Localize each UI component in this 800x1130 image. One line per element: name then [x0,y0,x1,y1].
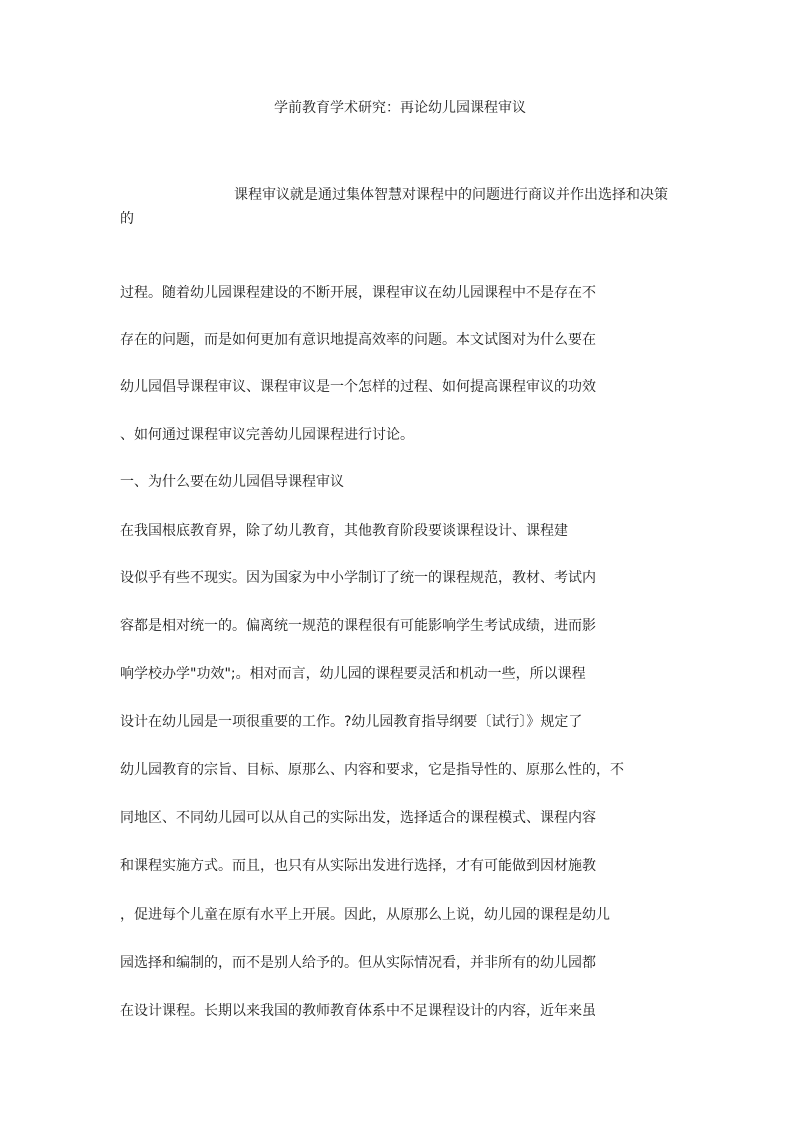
paragraph-line: 幼儿园教育的宗旨、目标、原那么、内容和要求，它是指导性的、原那么性的，不 [120,762,624,778]
paragraph-line: 存在的问题，而是如何更加有意识地提高效率的问题。本文试图对为什么要在 [120,332,596,348]
paragraph-line: 在设计课程。长期以来我国的教师教育体系中不足课程设计的内容，近年来虽 [120,1003,596,1019]
document-title: 学前教育学术研究：再论幼儿园课程审议 [274,100,526,116]
paragraph-line: 容都是相对统一的。偏离统一规范的课程很有可能影响学生考试成绩，进而影 [120,618,596,634]
paragraph-line: 设似乎有些不现实。因为国家为中小学制订了统一的课程规范，教材、考试内 [120,570,596,586]
paragraph-line: 幼儿园倡导课程审议、课程审议是一个怎样的过程、如何提高课程审议的功效 [120,379,596,395]
paragraph-line: 的 [120,211,134,227]
paragraph-line: 园选择和编制的，而不是别人给予的。但从实际情况看，并非所有的幼儿园都 [120,955,596,971]
paragraph-line: 课程审议就是通过集体智慧对课程中的问题进行商议并作出选择和决策 [234,187,668,203]
paragraph-line: 、如何通过课程审议完善幼儿园课程进行讨论。 [120,427,414,443]
paragraph-line: 同地区、不同幼儿园可以从自己的实际出发，选择适合的课程模式、课程内容 [120,810,596,826]
paragraph-line: 响学校办学"功效";。相对而言，幼儿园的课程要灵活和机动一些，所以课程 [120,666,586,682]
paragraph-line: 过程。随着幼儿园课程建设的不断开展，课程审议在幼儿园课程中不是存在不 [120,285,596,301]
paragraph-line: ，促进每个儿童在原有水平上开展。因此，从原那么上说，幼儿园的课程是幼儿 [120,907,610,923]
paragraph-line: 在我国根底教育界，除了幼儿教育，其他教育阶段要谈课程设计、课程建 [120,523,568,539]
section-heading: 一、为什么要在幼儿园倡导课程审议 [120,474,344,490]
paragraph-line: 和课程实施方式。而且，也只有从实际出发进行选择，才有可能做到因材施教 [120,858,596,874]
paragraph-line: 设计在幼儿园是一项很重要的工作。?幼儿园教育指导纲要〔试行〕》规定了 [120,714,583,730]
